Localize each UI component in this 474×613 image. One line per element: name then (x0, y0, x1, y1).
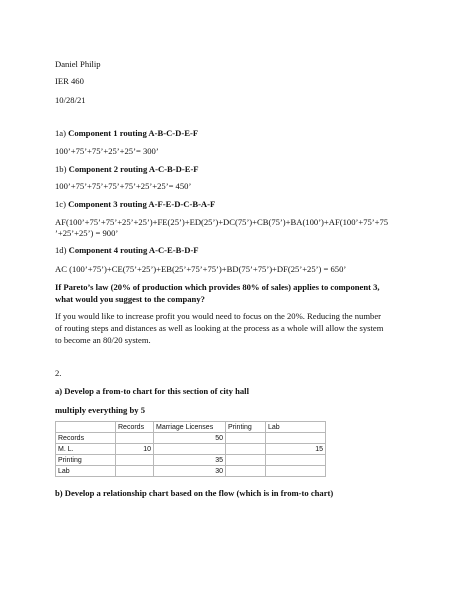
row-label: Lab (56, 466, 116, 477)
q1a-title: Component 1 routing A-B-C-D-E-F (68, 128, 199, 138)
table-cell: 10 (116, 444, 154, 455)
table-cell: 15 (266, 444, 326, 455)
table-cell: 50 (154, 433, 226, 444)
table-cell (226, 444, 266, 455)
table-cell: 30 (154, 466, 226, 477)
table-cell (154, 444, 226, 455)
table-row (56, 433, 326, 444)
course-code: IER 460 (55, 76, 84, 86)
table-header-cell: Records (116, 422, 154, 433)
from-to-table (55, 421, 326, 477)
q2-number: 2. (55, 368, 62, 378)
document-date: 10/28/21 (55, 95, 86, 105)
q1b-title: Component 2 routing A-C-B-D-E-F (68, 164, 199, 174)
multiply-note: multiply everything by 5 (55, 405, 145, 415)
from-to-chart (55, 421, 326, 477)
pareto-question: If Pareto’s law (20% of production which provides 80% of sales) applies to component 3, what would you suggest to the company? (55, 282, 380, 304)
table-header-cell (56, 422, 116, 433)
table-cell (116, 466, 154, 477)
row-label: Printing (56, 455, 116, 466)
table-header-cell: Marriage Licenses (154, 422, 226, 433)
q1a-label: 1a) (55, 128, 69, 138)
author-name: Daniel Philip (55, 59, 101, 69)
table-cell (226, 433, 266, 444)
q1b-calculation: 100’+75’+75’+75’+75’+25’+25’= 450’ (55, 181, 192, 191)
table-row (56, 444, 326, 455)
row-label: M. L. (56, 444, 116, 455)
q1a-calculation: 100’+75’+75’+25’+25’= 300’ (55, 146, 159, 156)
q1b-label: 1b) (55, 164, 69, 174)
table-cell (266, 466, 326, 477)
q2a-title: a) Develop a from-to chart for this section of city hall (55, 386, 249, 396)
q1c-calculation-line2: ’+25’+25’) = 900’ (55, 228, 119, 238)
q1c-title: Component 3 routing A-F-E-D-C-B-A-F (68, 199, 216, 209)
table-cell: 35 (154, 455, 226, 466)
table-cell (266, 455, 326, 466)
table-header-cell: Lab (266, 422, 326, 433)
q1c-label: 1c) (55, 199, 69, 209)
pareto-answer: If you would like to increase profit you would need to focus on the 20%. Reducing the number of routing steps and distances as well as looking at the process as a whole will allow the system to become an 80/20 system. (55, 311, 384, 345)
table-cell (226, 455, 266, 466)
table-row (56, 455, 326, 466)
q1d-title: Component 4 routing A-C-E-B-D-F (68, 245, 199, 255)
table-row (56, 466, 326, 477)
q1d-label: 1d) (55, 245, 69, 255)
q2b-title: b) Develop a relationship chart based on the flow (which is in from-to chart) (55, 488, 334, 498)
table-cell (266, 433, 326, 444)
q1c-heading (55, 199, 215, 209)
table-header-cell: Printing (226, 422, 266, 433)
q1c-calculation-line1: AF(100’+75’+75’+25’+25’)+FE(25’)+ED(25’)+DC(75’)+CB(75’)+BA(100’)+AF(100’+75’+75 (55, 217, 389, 227)
row-label: Records (56, 433, 116, 444)
table-header-row (56, 422, 326, 433)
table-cell (116, 433, 154, 444)
q1d-calculation: AC (100’+75’)+CE(75’+25’)+EB(25’+75’+75’)+BD(75’+75’)+DF(25’+25’) = 650’ (55, 264, 347, 274)
q1d-heading (55, 245, 199, 255)
q1b-heading (55, 164, 199, 174)
table-cell (116, 455, 154, 466)
q1a-heading (55, 128, 198, 138)
table-cell (226, 466, 266, 477)
